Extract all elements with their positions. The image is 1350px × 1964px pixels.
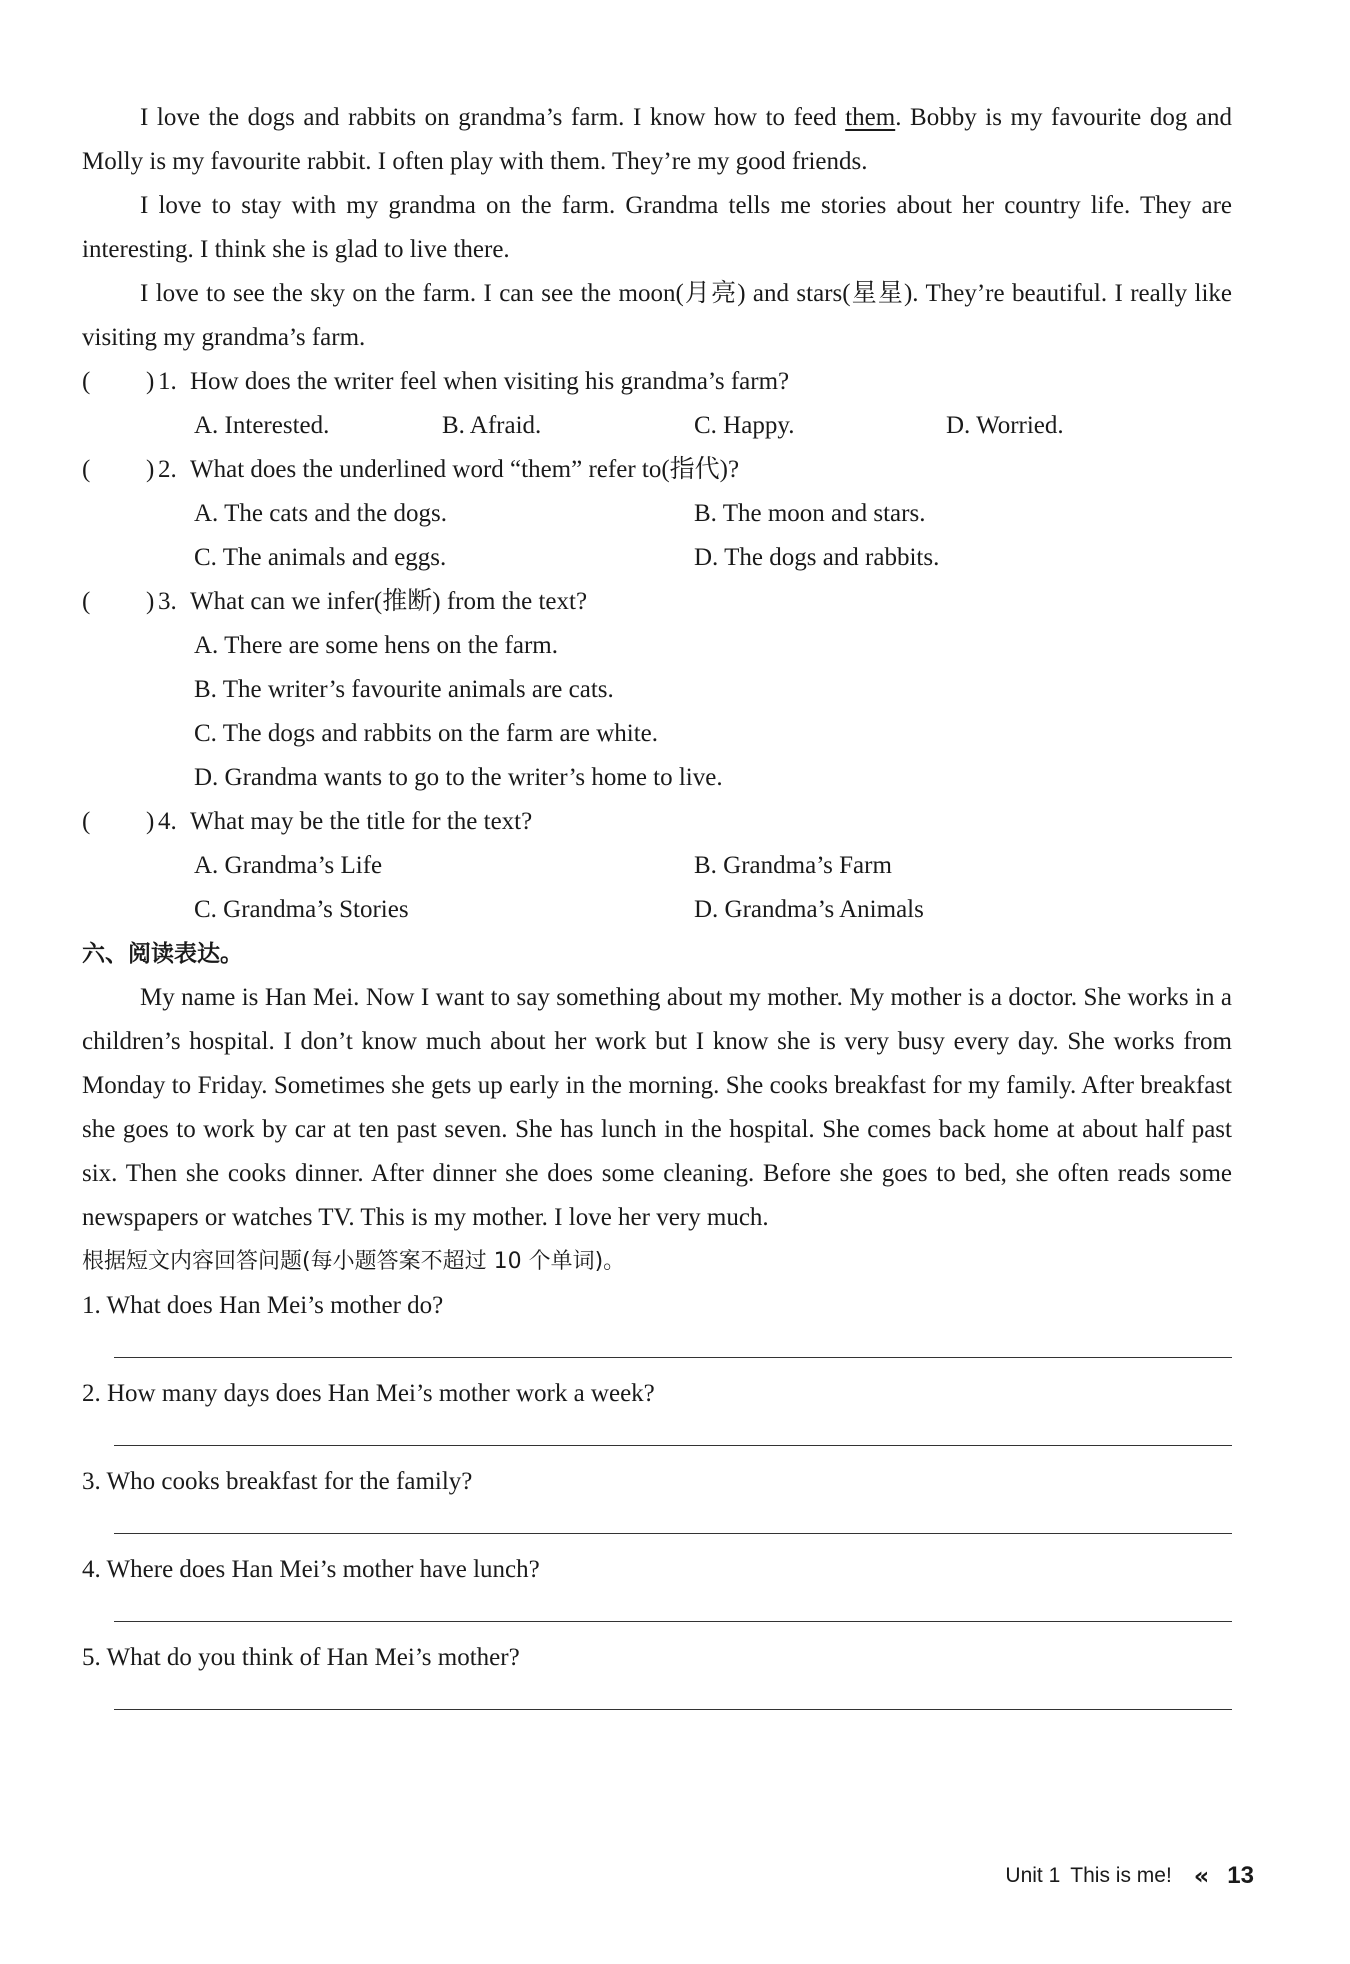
passage-paragraph-1: I love the dogs and rabbits on grandma’s farm. I know how to feed them. Bobby is my favourite dog and Molly is my favourite rabbit. I often play with them. They’re my good friends.	[82, 104, 1232, 175]
unit-title: This is me!	[1070, 1864, 1172, 1887]
question-text: What does the underlined word “them” refer to(指代)?	[190, 456, 740, 483]
answer-line-2[interactable]	[82, 1416, 1232, 1460]
section-6-title: 六、阅读表达。	[82, 941, 243, 967]
answer-line-5[interactable]	[82, 1680, 1232, 1724]
question-4: ( ) 4. What may be the title for the text?	[82, 808, 533, 835]
answer-line-1[interactable]	[82, 1328, 1232, 1372]
option-c: C. The dogs and rabbits on the farm are white.	[194, 720, 659, 747]
short-answer-question-2: 2. How many days does Han Mei’s mother work a week?	[82, 1380, 655, 1407]
section-6-instruction: 根据短文内容回答问题(每小题答案不超过 10 个单词)。	[82, 1249, 626, 1274]
passage-paragraph-2: I love to stay with my grandma on the farm. Grandma tells me stories about her country life. They are interesting. I think she is glad to live there.	[82, 192, 1232, 263]
option-d: D. Grandma’s Animals	[694, 896, 924, 923]
question-4-options-row-1	[82, 844, 1232, 888]
option-b: B. Grandma’s Farm	[694, 852, 892, 879]
answer-line-4[interactable]	[82, 1592, 1232, 1636]
option-d: D. Grandma wants to go to the writer’s home to live.	[194, 764, 723, 791]
question-3: ( ) 3. What can we infer(推断) from the text?	[82, 588, 588, 615]
unit-label: Unit 1	[1005, 1864, 1061, 1887]
question-text: How does the writer feel when visiting his grandma’s farm?	[190, 368, 790, 395]
question-3-option-c	[82, 712, 1232, 756]
short-answer-question-4: 4. Where does Han Mei’s mother have lunch?	[82, 1556, 540, 1583]
page-number: 13	[1227, 1862, 1254, 1889]
question-4-options-row-2	[82, 888, 1232, 932]
question-2: ( ) 2. What does the underlined word “them” refer to(指代)?	[82, 456, 740, 483]
passage-paragraph-3: I love to see the sky on the farm. I can see the moon(月亮) and stars(星星). They’re beautiful. I really like visiting my grandma’s farm.	[82, 280, 1232, 351]
question-3-option-a	[82, 624, 1232, 668]
option-d: D. The dogs and rabbits.	[694, 544, 940, 571]
underlined-word-them: them	[845, 104, 896, 131]
option-a: A. There are some hens on the farm.	[194, 632, 558, 659]
section-6-passage: My name is Han Mei. Now I want to say something about my mother. My mother is a doctor. She works in a children’s hospital. I don’t know much about her work but I know she is very busy every day. She works from Monday to Friday. Sometimes she gets up early in the morning. She cooks breakfast for my family. After breakfast she goes to work by car at ten past seven. She has lunch in the hospital. She comes back home at about half past six. Then she cooks dinner. After dinner she does some cleaning. Before she goes to bed, she often reads some newspapers or watches TV. This is my mother. I love her very much.	[82, 984, 1232, 1231]
question-3-option-d	[82, 756, 1232, 800]
question-3-option-b	[82, 668, 1232, 712]
question-text: What can we infer(推断) from the text?	[190, 588, 588, 615]
short-answer-question-1: 1. What does Han Mei’s mother do?	[82, 1292, 444, 1319]
chevron-left-icon: «	[1193, 1862, 1204, 1890]
question-1-options	[82, 404, 1232, 448]
option-a: A. The cats and the dogs.	[194, 500, 447, 527]
option-b: B. Afraid.	[442, 412, 542, 439]
question-text: What may be the title for the text?	[190, 808, 533, 835]
answer-line-3[interactable]	[82, 1504, 1232, 1548]
option-c: C. Happy.	[694, 412, 795, 439]
option-c: C. Grandma’s Stories	[194, 896, 409, 923]
option-d: D. Worried.	[946, 412, 1064, 439]
worksheet-page	[82, 96, 1232, 1724]
option-c: C. The animals and eggs.	[194, 544, 447, 571]
question-2-options-row-2	[82, 536, 1232, 580]
page-footer	[1005, 1862, 1254, 1890]
short-answer-question-5: 5. What do you think of Han Mei’s mother?	[82, 1644, 520, 1671]
option-b: B. The moon and stars.	[694, 500, 926, 527]
question-2-options-row-1	[82, 492, 1232, 536]
option-a: A. Interested.	[194, 412, 330, 439]
short-answer-question-3: 3. Who cooks breakfast for the family?	[82, 1468, 473, 1495]
question-1: ( ) 1. How does the writer feel when visiting his grandma’s farm?	[82, 368, 790, 395]
option-b: B. The writer’s favourite animals are cats.	[194, 676, 614, 703]
option-a: A. Grandma’s Life	[194, 852, 383, 879]
